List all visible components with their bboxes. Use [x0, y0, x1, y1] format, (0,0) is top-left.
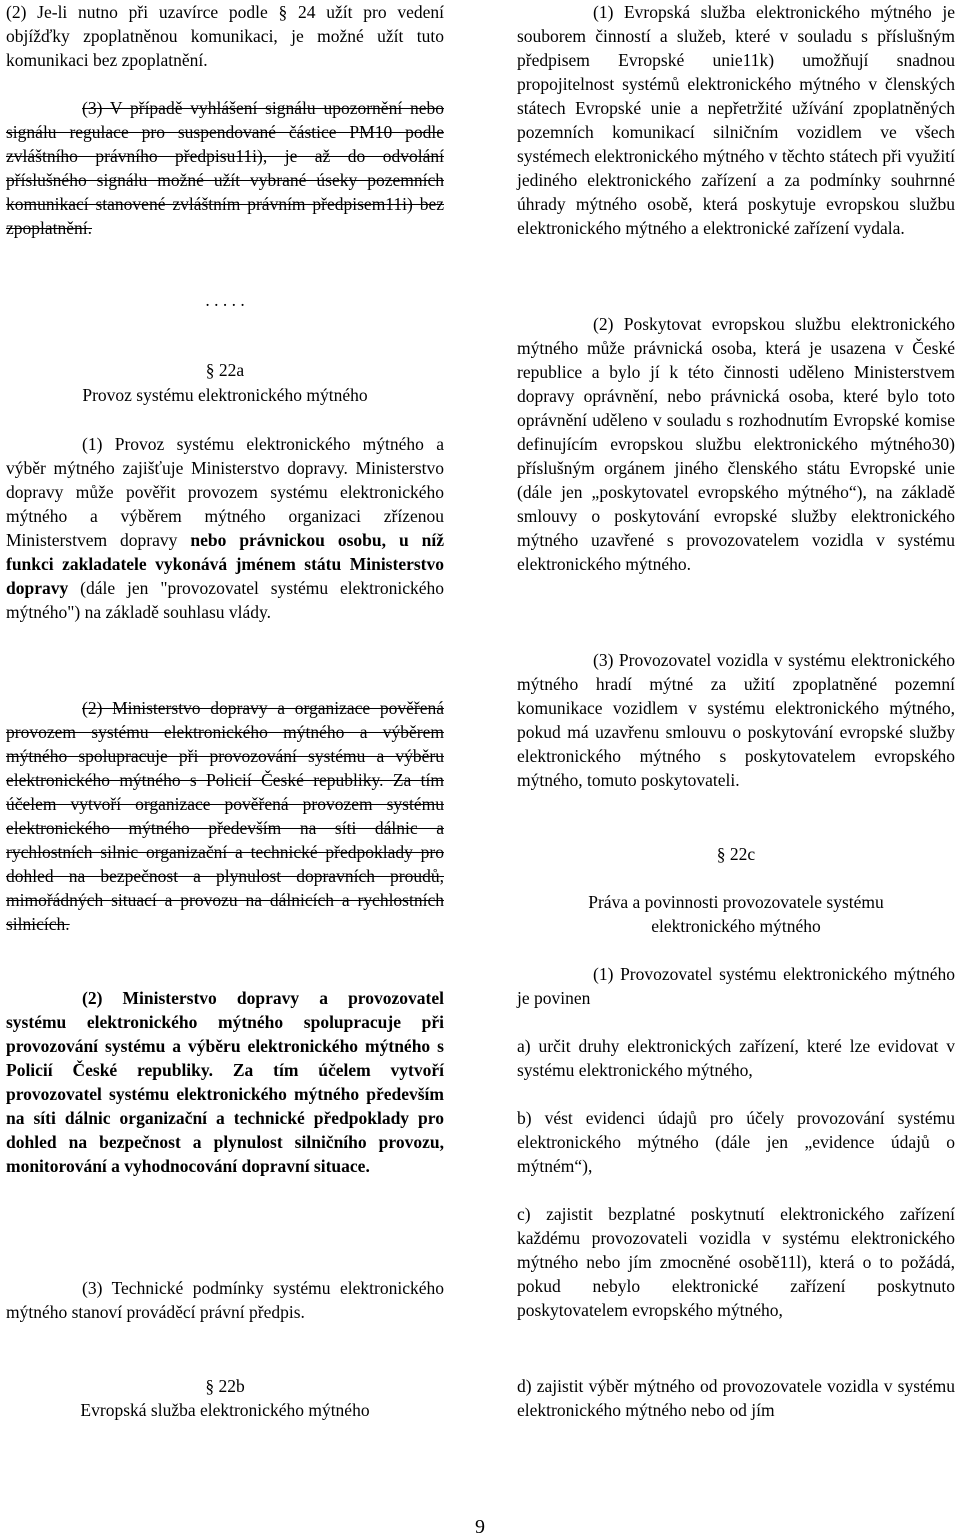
list-item-c: c) zajistit bezplatné poskytnutí elektronického zařízení každému provozovateli vozidla v systému elektronického mýtného nebo jím zmocněné osobě11l), která o to požádá, pokud nebylo elektronické zařízení poskytnuto poskytovatelem evropského mýtného, — [517, 1204, 955, 1320]
section-22a-paragraph-2-struck: (2) Ministerstvo dopravy a organizace pověřená provozem systému elektronického mýtného a výběrem mýtného spolupracuje při provozování systému a výběru elektronického mýtného s Policií České republiky. Za tím účelem vytvoří organizace pověřená provozem systému elektronického mýtného především na síti dálnic a rychlostních silnic organizační a technické předpoklady pro dohled na bezpečnost a plynulost dopravních proudů, mimořádných situací a provozu na dálnicích a rychlostních silnicích. — [6, 698, 444, 934]
paragraph-1-bold-text: nebo právnickou osobu, u níž funkci zakladatele vykonává jménem státu Ministerstvo dopravy — [6, 530, 445, 598]
section-22a-paragraph-3: (3) Technické podmínky systému elektronického mýtného stanoví prováděcí právní předpis. — [6, 1278, 444, 1322]
section-22c-number: § 22c — [716, 844, 756, 864]
section-22b-title: Evropská služba elektronického mýtného — [80, 1400, 370, 1420]
paragraph-1-tail-text: (dále jen "provozovatel systému elektronického mýtného") na základě souhlasu vlády. — [6, 578, 444, 622]
page-number: 9 — [475, 1516, 485, 1538]
section-22b-paragraph-1: (1) Evropská služba elektronického mýtného je souborem činností a služeb, které v souladu s příslušným předpisem Evropské unie11k) umožňují snadnou propojitelnost systémů elektronického mýtného v členských státech Evropské unie a nepřetržité užívání zpoplatněných pozemních komunikací silničním vozidlem ve všech systémech elektronického mýtného v těchto státech při využití jediného elektronického zařízení a za podmínky souhrnné úhrady mýtného osobě, která poskytuje evropskou službu elektronického mýtného a elektronické zařízení vydala. — [517, 2, 955, 238]
section-22b-paragraph-3: (3) Provozovatel vozidla v systému elektronického mýtného hradí mýtné za užití zpoplatněné pozemní komunikace vozidlem v systému elektronického mýtného, pokud má uzavřenu smlouvu o poskytování evropské služby elektronického mýtného s poskytovatelem evropského mýtného, tomuto poskytovateli. — [517, 650, 955, 790]
section-22a-number: § 22a — [205, 360, 245, 380]
section-22a-paragraph-1 — [6, 432, 444, 624]
list-item-d: d) zajistit výběr mýtného od provozovatele vozidla v systému elektronického mýtného nebo od jím — [517, 1376, 955, 1420]
section-22b-number: § 22b — [205, 1376, 245, 1396]
list-item-a: a) určit druhy elektronických zařízení, které lze evidovat v systému elektronického mýtného, — [517, 1036, 955, 1080]
paragraph-1-text: (1) Provoz systému elektronického mýtného a výběr mýtného zajišťuje Ministerstvo dopravy. Ministerstvo dopravy může pověřit provozem systému elektronického mýtného a výběrem mýtného organizaci zřízenou Ministerstvem dopravy — [6, 434, 444, 550]
section-22b-paragraph-2: (2) Poskytovat evropskou službu elektronického mýtného může právnická osoba, která je usazena v České republice a bylo jí k této činnosti uděleno Ministerstvem dopravy oprávnění, nebo právnická osoba, které bylo toto oprávnění uděleno v souladu s rozhodnutím Evropské komise definujícím evropskou službu elektronického mýtného30) příslušným orgánem jiného členského státu Evropské unie (dále jen „poskytovatel evropského mýtného“), na základě smlouvy o poskytování evropské služby elektronického mýtného uzavřené s provozovatelem vozidla v systému elektronického mýtného. — [517, 314, 955, 574]
section-22a-paragraph-2-new: (2) Ministerstvo dopravy a provozovatel systému elektronického mýtného spolupracuje při provozování systému a výběru elektronického mýtného s Policií České republiky. Za tím účelem vytvoří provozovatel systému elektronického mýtného především na síti dálnic organizační a technické předpoklady pro dohled na bezpečnost a plynulost silničního provozu, monitorování a vyhodnocování dopravní situace. — [6, 988, 444, 1176]
paragraph-2-intro: (2) Je-li nutno při uzavírce podle § 24 užít pro vedení objížďky zpoplatněnou komunikaci, je možné užít tuto komunikaci bez zpoplatnění. — [6, 2, 444, 70]
section-22c-title-line-1: Práva a povinnosti provozovatele systému — [588, 892, 884, 912]
section-22c-paragraph-1: (1) Provozovatel systému elektronického mýtného je povinen — [517, 964, 955, 1008]
paragraph-3-struck: (3) V případě vyhlášení signálu upozornění nebo signálu regulace pro suspendované částice PM10 podle zvláštního právního předpisu11i), je až do odvolání příslušného signálu možné užít vybrané úseky pozemních komunikací stanovené zvláštním právním předpisem11i) bez zpoplatnění. — [6, 98, 444, 238]
list-item-b: b) vést evidenci údajů pro účely provozování systému elektronického mýtného (dále jen „evidence údajů o mýtném“), — [517, 1108, 955, 1176]
section-22a-title: Provoz systému elektronického mýtného — [82, 385, 368, 405]
section-22c-title-line-2: elektronického mýtného — [651, 916, 821, 936]
omission-dots: . . . . . — [205, 290, 245, 310]
